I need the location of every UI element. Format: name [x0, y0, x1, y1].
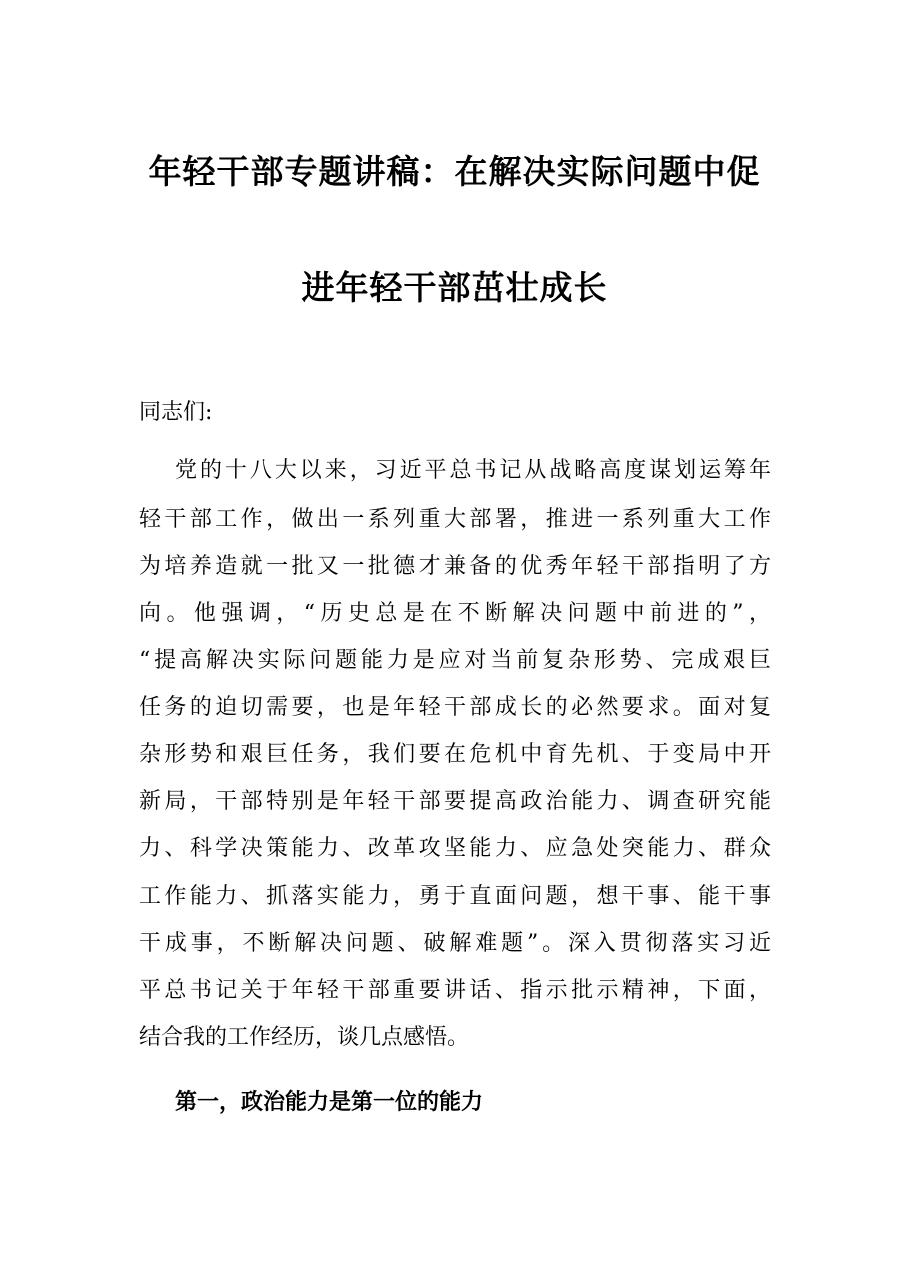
section-heading: 第一，政治能力是第一位的能力 [175, 1090, 484, 1115]
document-title-line-2: 进年轻干部茁壮成长 [301, 268, 608, 307]
paragraph-line: 平总书记关于年轻干部重要讲话、指示批示精神，下面， [139, 978, 771, 1003]
paragraph-line: 新局，干部特别是年轻干部要提高政治能力、调查研究能 [139, 789, 771, 814]
paragraph-line: 向。他强调，“历史总是在不断解决问题中前进的”， [139, 601, 771, 626]
paragraph-line: “提高解决实际问题能力是应对当前复杂形势、完成艰巨 [139, 648, 771, 673]
salutation: 同志们: [139, 400, 213, 425]
paragraph-line: 党的十八大以来，习近平总书记从战略高度谋划运筹年 [175, 458, 771, 483]
paragraph-line: 任务的迫切需要，也是年轻干部成长的必然要求。面对复 [139, 695, 771, 720]
paragraph-line: 轻干部工作，做出一系列重大部署，推进一系列重大工作 [139, 507, 771, 532]
paragraph-line: 结合我的工作经历，谈几点感悟。 [139, 1025, 470, 1050]
paragraph-line: 杂形势和艰巨任务，我们要在危机中育先机、于变局中开 [139, 742, 771, 767]
paragraph-line: 为培养造就一批又一批德才兼备的优秀年轻干部指明了方 [139, 554, 771, 579]
paragraph-line: 力、科学决策能力、改革攻坚能力、应急处突能力、群众 [139, 836, 771, 861]
document-title-line-1: 年轻干部专题讲稿：在解决实际问题中促 [148, 152, 761, 191]
paragraph-line: 干成事，不断解决问题、破解难题”。深入贯彻落实习近 [139, 931, 771, 956]
paragraph-line: 工作能力、抓落实能力，勇于直面问题，想干事、能干事 [139, 884, 771, 909]
